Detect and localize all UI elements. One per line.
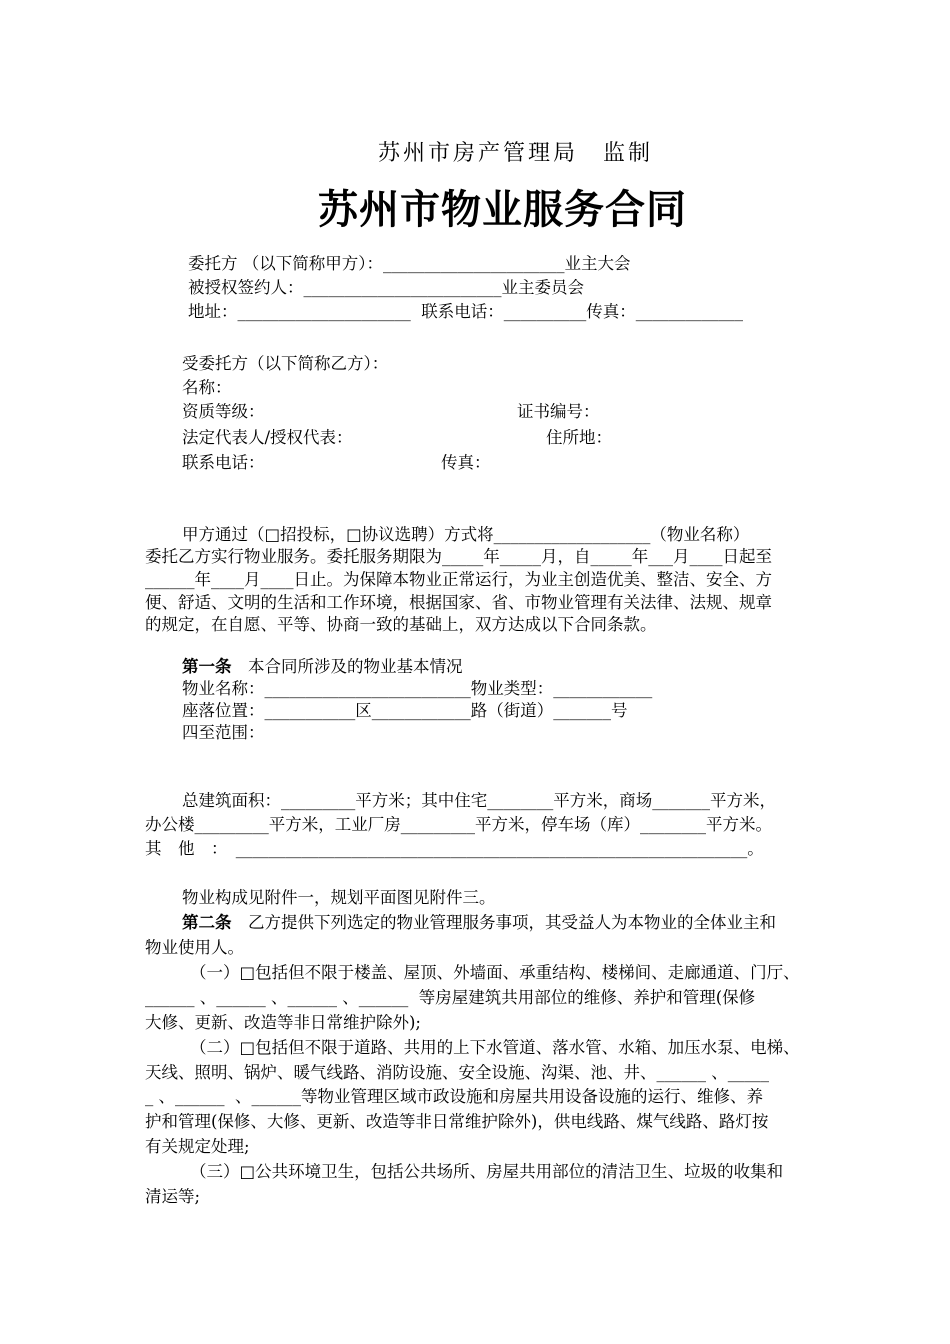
item-1-line-3: 大修、更新、改造等非日常维护除外); — [145, 1013, 421, 1032]
intro-line-2: 委托乙方实行物业服务。委托服务期限为_____年_____月，自_____年___月____日起至 — [145, 547, 772, 566]
item-2-line-2: 天线、照明、锅炉、暖气线路、消防设施、安全设施、沟渠、池、井、______ 、_____ — [145, 1063, 769, 1082]
party-b-heading: 受委托方（以下简称乙方）： — [182, 354, 389, 373]
party-b-phone-label: 联系电话： — [182, 453, 265, 472]
area-line-2: 办公楼_________平方米，工业厂房_________平方米，停车场（库）________平方米。 — [145, 815, 772, 834]
party-b-name-label: 名称： — [182, 378, 232, 397]
party-b-fax-label: 传真： — [441, 453, 491, 472]
article-2-label: 第二条 — [182, 913, 232, 932]
intro-line-5: 的规定，在自愿、平等、协商一致的基础上，双方达成以下合同条款。 — [145, 615, 657, 634]
location-line: 座落位置：___________区____________路（街道）_______号 — [182, 701, 628, 720]
party-a-line: 委托方 （以下简称甲方）：______________________业主大会 — [188, 254, 631, 273]
item-2-line-4: 护和管理(保修、大修、更新、改造等非日常维护除外)，供电线路、煤气线路、路灯按 — [145, 1112, 769, 1131]
intro-line-3: ______年____月____日止。为保障本物业正常运行，为业主创造优美、整洁、安全、方 — [145, 570, 772, 589]
item-2-line-5: 有关规定处理; — [145, 1137, 250, 1156]
article-1-heading — [182, 656, 463, 678]
article-2-title: 乙方提供下列选定的物业管理服务事项，其受益人为本物业的全体业主和 — [231, 913, 776, 932]
area-line-1: 总建筑面积：_________平方米；其中住宅________平方米，商场_______平方米， — [182, 791, 776, 810]
intro-line-4: 便、舒适、文明的生活和工作环境，根据国家、省、市物业管理有关法律、法规、规章 — [145, 593, 772, 612]
item-2-line-1: （二）□包括但不限于道路、共用的上下水管道、落水管、水箱、加压水泵、电梯、 — [190, 1038, 800, 1057]
property-name-line: 物业名称：_________________________物业类型：____________ — [182, 679, 653, 698]
party-a-signatory-line: 被授权签约人：________________________业主委员会 — [188, 278, 584, 297]
boundary-line: 四至范围： — [182, 723, 265, 742]
item-2-line-3: _ 、______ 、______等物业管理区域市政设施和房屋共用设备设施的运行、维修、养 — [145, 1087, 763, 1106]
document-title: 苏州市物业服务合同 — [318, 187, 687, 233]
qualification-label: 资质等级： — [182, 402, 265, 421]
item-1-line-1: （一）□包括但不限于楼盖、屋顶、外墙面、承重结构、楼梯间、走廊通道、门厅、 — [190, 963, 800, 982]
legal-rep-label: 法定代表人/授权代表： — [182, 428, 353, 447]
item-1-line-2: ______ 、______ 、______ 、______ 等房屋建筑共用部位的维修、养护和管理(保修 — [145, 988, 756, 1007]
certificate-label: 证书编号： — [517, 402, 600, 421]
article-1-title: 本合同所涉及的物业基本情况 — [231, 657, 463, 676]
intro-line-1: 甲方通过（□招投标，□协议选聘）方式将___________________（物业名称） — [182, 525, 750, 544]
article-2-heading — [182, 912, 776, 934]
article-2-line-2: 物业使用人。 — [145, 938, 244, 957]
area-line-3: 其 他 ： ______________________________________________________________。 — [145, 839, 764, 858]
party-a-address-line: 地址：_____________________ 联系电话：__________传真：_____________ — [188, 302, 743, 321]
supervisor-line: 苏州市房产管理局 监制 — [378, 141, 654, 166]
article-1-label: 第一条 — [182, 657, 232, 676]
residence-label: 住所地： — [546, 428, 612, 447]
item-3-line-1: （三）□公共环境卫生，包括公共场所、房屋共用部位的清洁卫生、垃圾的收集和 — [190, 1162, 784, 1181]
annex-line: 物业构成见附件一，规划平面图见附件三。 — [182, 888, 496, 907]
item-3-line-2: 清运等; — [145, 1187, 201, 1206]
